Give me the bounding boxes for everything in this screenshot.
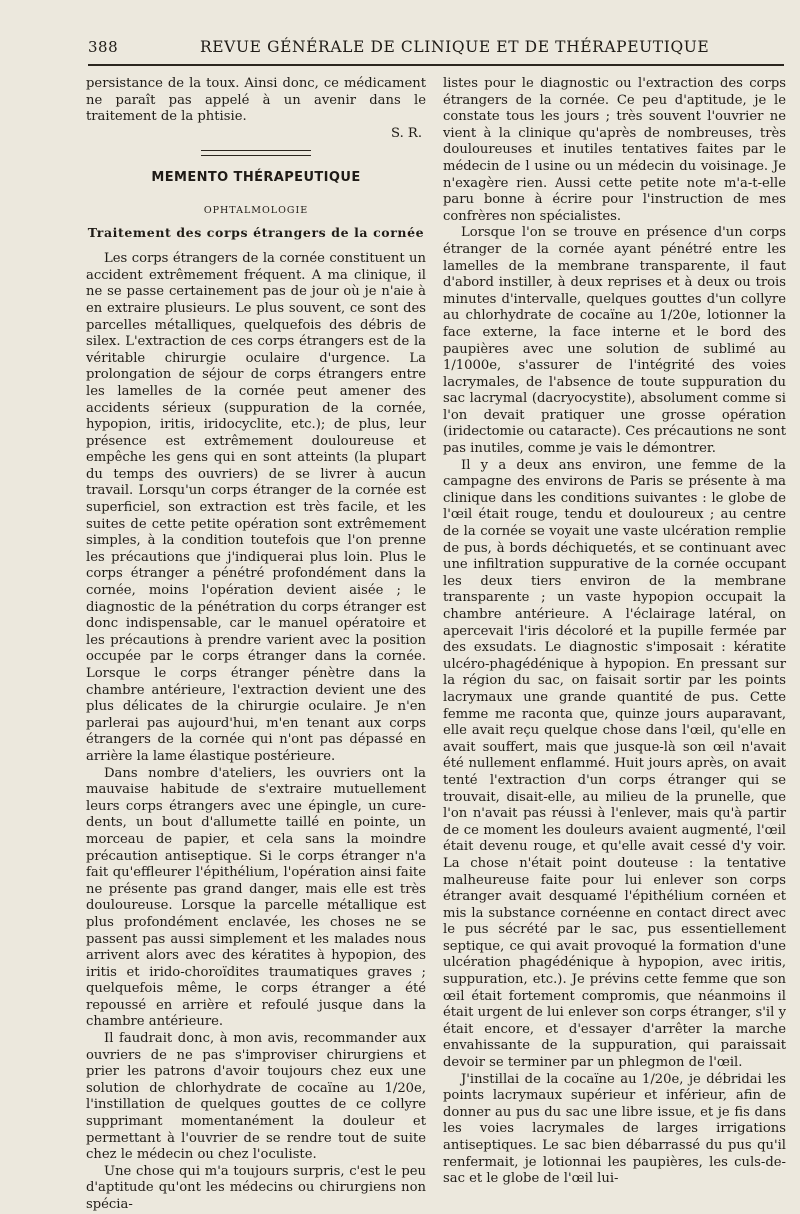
- body-paragraph: listes pour le diagnostic ou l'extraction des corps étrangers de la cornée. Ce peu d'aptitude, je le constate tous les jours ; très souvent l'ouvrier ne vient à la clinique qu'après de nombreuses, très douloureuses et inutiles tentatives faites par le médecin de l usine ou un médecin du voisinage. Je n'exagère rien. Aussi cette petite note m'a-t-elle paru bonne à écrire pour l'instruction de mes confrères non spécialistes.: [443, 76, 786, 224]
- article-title: Traitement des corps étrangers de la cornée: [87, 224, 425, 240]
- body-paragraph: J'instillai de la cocaïne au 1/20e, je débridai les points lacrymaux supérieur et inférieur, afin de donner au pus du sac une libre issue, et je fis dans les voies lacrymales de larges irrigations antiseptiques. Le sac bien débarrassé du pus qu'il renfermait, je lotionnai les paupières, les culs-de-sac et le globe de l'œil lui-: [443, 1071, 786, 1187]
- body-paragraph: Il y a deux ans environ, une femme de la campagne des environs de Paris se présente à ma clinique dans les conditions suivantes : le globe de l'œil était rouge, tendu et douloureux ; au centre de la cornée se voyait une vaste ulcération remplie de pus, à bords déchiquetés, et se continuant avec une infiltration suppurative de la cornée occupant les deux tiers environ de la membrane transparente ; un vaste hypopion occupait la chambre antérieure. A l'éclairage latéral, on apercevait l'iris décoloré et la pupille fermée par des exsudats. Le diagnostic s'imposait : kératite ulcéro-phagédénique à hypopion. En pressant sur la région du sac, on faisait sortir par les points lacrymaux une grande quantité de pus. Cette femme me raconta que, quinze jours auparavant, elle avait reçu quelque chose dans l'œil, qu'elle en avait souffert, mais que jusque-là son œil n'avait été nullement enflammé. Huit jours après, on avait tenté l'extraction d'un corps étranger qui se trouvait, disait-elle, au milieu de la prunelle, que l'on n'avait pas réussi à l'enlever, mais qu'à partir de ce moment les douleurs avaient augmenté, l'œil était devenu rouge, et qu'elle avait cessé d'y voir. La chose n'était point douteuse : la tentative malheureuse faite pour lui enlever son corps étranger avait desquamé l'épithélium cornéen et mis la substance cornéenne en contact direct avec le pus sécrété par le sac, pus essentiellement septique, ce qui avait provoqué la formation d'une ulcération phagédénique à hypopion, avec iritis, suppuration, etc.). Je prévins cette femme que son œil était fortement compromis, que néanmoins il était urgent de lui enlever son corps étranger, s'il y était encore, et d'essayer d'arrêter la marche envahissante de la suppuration, qui paraissait devoir se terminer par un phlegmon de l'œil.: [443, 457, 786, 1071]
- left-column: [86, 76, 426, 1212]
- running-header: [88, 28, 784, 60]
- rubric-heading: OPHTALMOLOGIE: [203, 204, 309, 216]
- body-paragraph: Lorsque l'on se trouve en présence d'un corps étranger de la cornée ayant pénétré entre les lamelles de la membrane transparente, il faut d'abord instiller, à deux reprises et à deux ou trois minutes d'intervalle, quelques gouttes d'un collyre au chlorhydrate de cocaïne au 1/20e, lotionner la face externe, la face interne et le bord des paupières avec une solution de sublimé au 1/1000e, s'assurer de l'intégrité des voies lacrymales, de l'absence de toute suppuration du sac lacrymal (dacryocystite), absolument comme si l'on devait pratiquer une grosse opération (iridectomie ou cataracte). Ces précautions ne sont pas inutiles, comme je vais le démontrer.: [443, 225, 786, 457]
- body-paragraph: Une chose qui m'a toujours surpris, c'est le peu d'aptitude qu'ont les médecins ou chirurgiens non spécia-: [86, 1163, 426, 1212]
- header-rule: [88, 64, 784, 66]
- intro-paragraph: persistance de la toux. Ainsi donc, ce médicament ne paraît pas appelé à un avenir dans le traitement de la phtisie.: [86, 76, 426, 125]
- body-paragraph: Il faudrait donc, à mon avis, recommander aux ouvriers de ne pas s'improviser chirurgiens et prier les patrons d'avoir toujours chez eux une solution de chlorhydrate de cocaïne au 1/20e, l'instillation de quelques gouttes de ce collyre supprimant momentanément la douleur et permettant à l'ouvrier de se rendre tout de suite chez le médecin ou chez l'oculiste.: [86, 1031, 426, 1163]
- page-number: 388: [88, 38, 119, 56]
- section-divider: [201, 150, 311, 156]
- right-column: [443, 76, 786, 1187]
- running-title: REVUE GÉNÉRALE DE CLINIQUE ET DE THÉRAPEUTIQUE: [200, 38, 710, 56]
- author-signature: S. R.: [391, 125, 422, 141]
- body-paragraph: Les corps étrangers de la cornée constituent un accident extrêmement fréquent. A ma clinique, il ne se passe certainement pas de jour où je n'aie à en extraire plusieurs. Le plus souvent, ce sont des parcelles métalliques, quelquefois des débris de silex. L'extraction de ces corps étrangers est de la véritable chirurgie oculaire d'urgence. La prolongation de séjour de corps étrangers entre les lamelles de la cornée peut amener des accidents sérieux (suppuration de la cornée, hypopion, iritis, iridocyclite, etc.); de plus, leur présence est extrêmement douloureuse et empêche les gens qui en sont atteints (la plupart du temps des ouvriers) de se livrer à aucun travail. Lorsqu'un corps étranger de la cornée est superficiel, son extraction est très facile, et les suites de cette petite opération sont extrêmement simples, à la condition toutefois que l'on prenne les précautions que j'indiquerai plus loin. Plus le corps étranger a pénétré profondément dans la cornée, moins l'opération devient aisée ; le diagnostic de la pénétration du corps étranger est donc indispensable, car le manuel opératoire et les précautions à prendre varient avec la position occupée par le corps étranger dans la cornée. Lorsque le corps étranger pénètre dans la chambre antérieure, l'extraction devient une des plus délicates de la chirurgie oculaire. Je n'en parlerai pas aujourd'hui, m'en tenant aux corps étrangers de la cornée qui n'ont pas dépassé en arrière la lame élastique postérieure.: [86, 251, 426, 764]
- section-title: MEMENTO THÉRAPEUTIQUE: [151, 170, 361, 186]
- body-paragraph: Dans nombre d'ateliers, les ouvriers ont la mauvaise habitude de s'extraire mutuellement leurs corps étrangers avec une épingle, un cure-dents, un bout d'allumette taillé en pointe, un morceau de papier, et cela sans la moindre précaution antiseptique. Si le corps étranger n'a fait qu'effleurer l'épithélium, l'opération ainsi faite ne présente pas grand danger, mais elle est très douloureuse. Lorsque la parcelle métallique est plus profondément enclavée, les choses ne se passent pas aussi simplement et les malades nous arrivent alors avec des kératites à hypopion, des iritis et irido-choroïdites traumatiques graves ; quelquefois même, le corps étranger a été repoussé en arrière et refoulé jusque dans la chambre antérieure.: [86, 765, 426, 1030]
